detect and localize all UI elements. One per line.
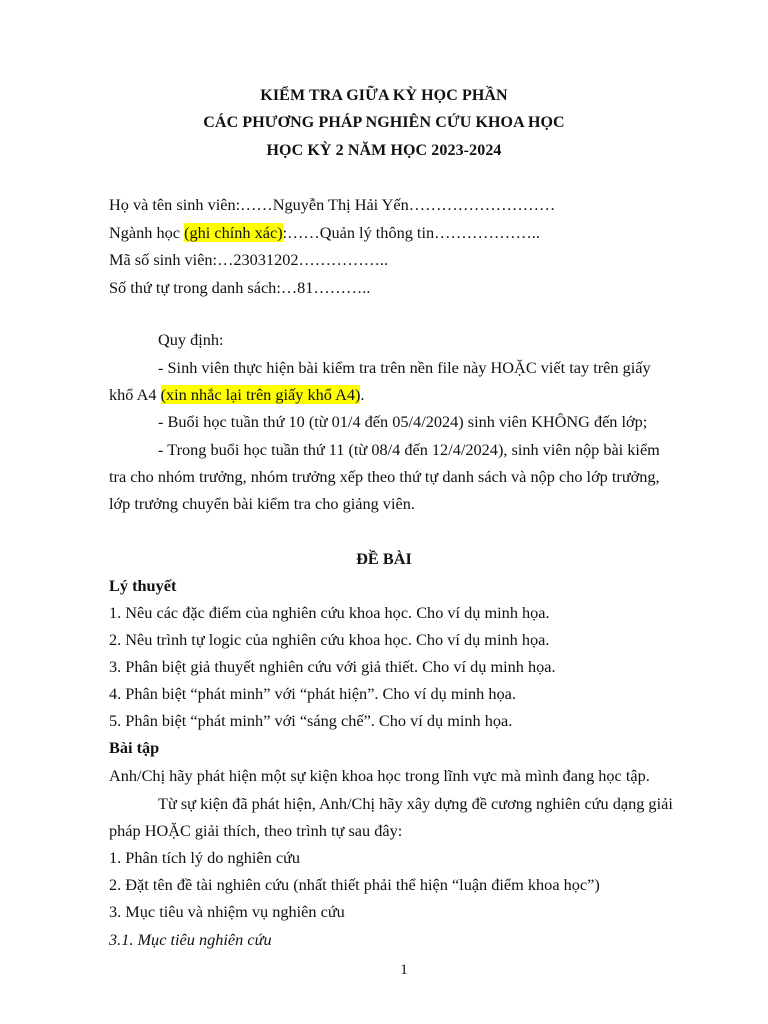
student-order-line: Số thứ tự trong danh sách:…81……….. — [109, 278, 371, 297]
theory-item-1: 1. Nêu các đặc điểm của nghiên cứu khoa học. Cho ví dụ minh họa. — [109, 603, 550, 622]
rule-1-suffix: . — [360, 385, 365, 404]
theory-heading: Lý thuyết — [109, 576, 177, 595]
page-number: 1 — [400, 962, 408, 978]
theory-item-2: 2. Nêu trình tự logic của nghiên cứu khoa học. Cho ví dụ minh họa. — [109, 630, 550, 649]
exercise-intro: Anh/Chị hãy phát hiện một sự kiện khoa học trong lĩnh vực mà mình đang học tập. — [109, 766, 650, 785]
rule-3-line-3: lớp trưởng chuyển bài kiểm tra cho giảng viên. — [109, 494, 415, 513]
rule-1-line-2 — [109, 385, 364, 405]
step-2: 2. Đặt tên đề tài nghiên cứu (nhất thiết phải thể hiện “luận điểm khoa học”) — [109, 875, 600, 894]
rule-1-line-1: - Sinh viên thực hiện bài kiểm tra trên nền file này HOẶC viết tay trên giấy — [158, 358, 651, 377]
rule-2: - Buổi học tuần thứ 10 (từ 01/4 đến 05/4/2024) sinh viên KHÔNG đến lớp; — [158, 412, 648, 431]
title-line-3: HỌC KỲ 2 NĂM HỌC 2023-2024 — [266, 142, 502, 159]
theory-item-5: 5. Phân biệt “phát minh” với “sáng chế”. Cho ví dụ minh họa. — [109, 711, 513, 730]
student-id-line: Mã số sinh viên:…23031202…………….. — [109, 250, 389, 269]
exercise-paragraph-line-1: Từ sự kiện đã phát hiện, Anh/Chị hãy xây dựng đề cương nghiên cứu dạng giải — [158, 794, 673, 813]
major-suffix: :……Quản lý thông tin……………….. — [282, 223, 540, 242]
step-3: 3. Mục tiêu và nhiệm vụ nghiên cứu — [109, 902, 345, 921]
major-prefix: Ngành học — [109, 223, 185, 242]
exercise-paragraph-line-2: pháp HOẶC giải thích, theo trình tự sau đây: — [109, 821, 403, 840]
rule-1-prefix: khổ A4 — [109, 385, 161, 404]
sub-step-3-1: 3.1. Mục tiêu nghiên cứu — [109, 930, 272, 949]
title-line-1: KIỂM TRA GIỮA KỲ HỌC PHẦN — [260, 87, 508, 104]
rules-heading: Quy định: — [158, 330, 224, 349]
exam-heading: ĐỀ BÀI — [356, 549, 412, 568]
rule-1-highlight: (xin nhắc lại trên giấy khổ A4) — [160, 385, 361, 404]
rule-3-line-2: tra cho nhóm trưởng, nhóm trưởng xếp theo thứ tự danh sách và nộp cho lớp trưởng, — [109, 467, 660, 486]
rule-3-line-1: - Trong buổi học tuần thứ 11 (từ 08/4 đến 12/4/2024), sinh viên nộp bài kiểm — [158, 440, 660, 459]
theory-item-3: 3. Phân biệt giả thuyết nghiên cứu với giả thiết. Cho ví dụ minh họa. — [109, 657, 556, 676]
major-highlight: (ghi chính xác) — [184, 223, 283, 242]
student-name-line: Họ và tên sinh viên:……Nguyễn Thị Hải Yến……………………… — [109, 195, 556, 214]
step-1: 1. Phân tích lý do nghiên cứu — [109, 848, 301, 867]
exercise-heading: Bài tập — [109, 738, 160, 757]
theory-item-4: 4. Phân biệt “phát minh” với “phát hiện”. Cho ví dụ minh họa. — [109, 684, 516, 703]
title-line-2: CÁC PHƯƠNG PHÁP NGHIÊN CỨU KHOA HỌC — [203, 114, 565, 131]
student-major-line — [109, 223, 540, 243]
